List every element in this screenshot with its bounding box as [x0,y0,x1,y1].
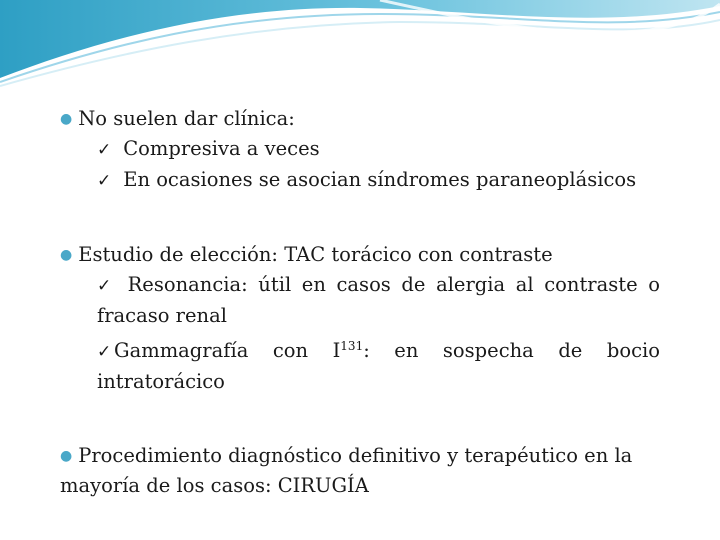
sub-item [60,270,660,331]
checkmark-icon: ✓ [97,276,112,296]
sub-item [60,134,660,165]
sub-item-text: En ocasiones se asocian síndromes paraneoplásicos [123,168,637,191]
isotope-superscript: 131 [340,339,364,353]
bullet-item [60,441,660,501]
bullet-item [60,104,660,134]
bullet-item [60,240,660,270]
slide-content [60,104,660,501]
gamma-text-before: Gammagrafía con I [114,339,341,362]
bullet-dot-icon: ● [60,448,73,464]
bullet-block-1 [60,104,660,196]
bullet-text: Estudio de elección: TAC torácico con contraste [78,243,553,266]
checkmark-icon: ✓ [97,140,112,160]
bullet-text: No suelen dar clínica: [78,107,295,130]
sub-item-gammagrafia [60,331,660,397]
sub-item-text: Compresiva a veces [123,137,320,160]
bullet-text: Procedimiento diagnóstico definitivo y terapéutico en la mayoría de los casos: CIRUGÍA [60,444,633,497]
checkmark-icon: ✓ [97,342,112,362]
bullet-block-2 [60,240,660,397]
checkmark-icon: ✓ [97,171,112,191]
bullet-block-3 [60,441,660,501]
sub-item [60,165,660,196]
sub-item-text: Resonancia: útil en casos de alergia al contraste o fracaso renal [97,273,660,327]
bullet-dot-icon: ● [60,247,73,263]
gamma-text-after: : en sospecha de bocio intratorácico [97,339,660,393]
header-wave-decoration [0,0,720,90]
bullet-dot-icon: ● [60,111,73,127]
